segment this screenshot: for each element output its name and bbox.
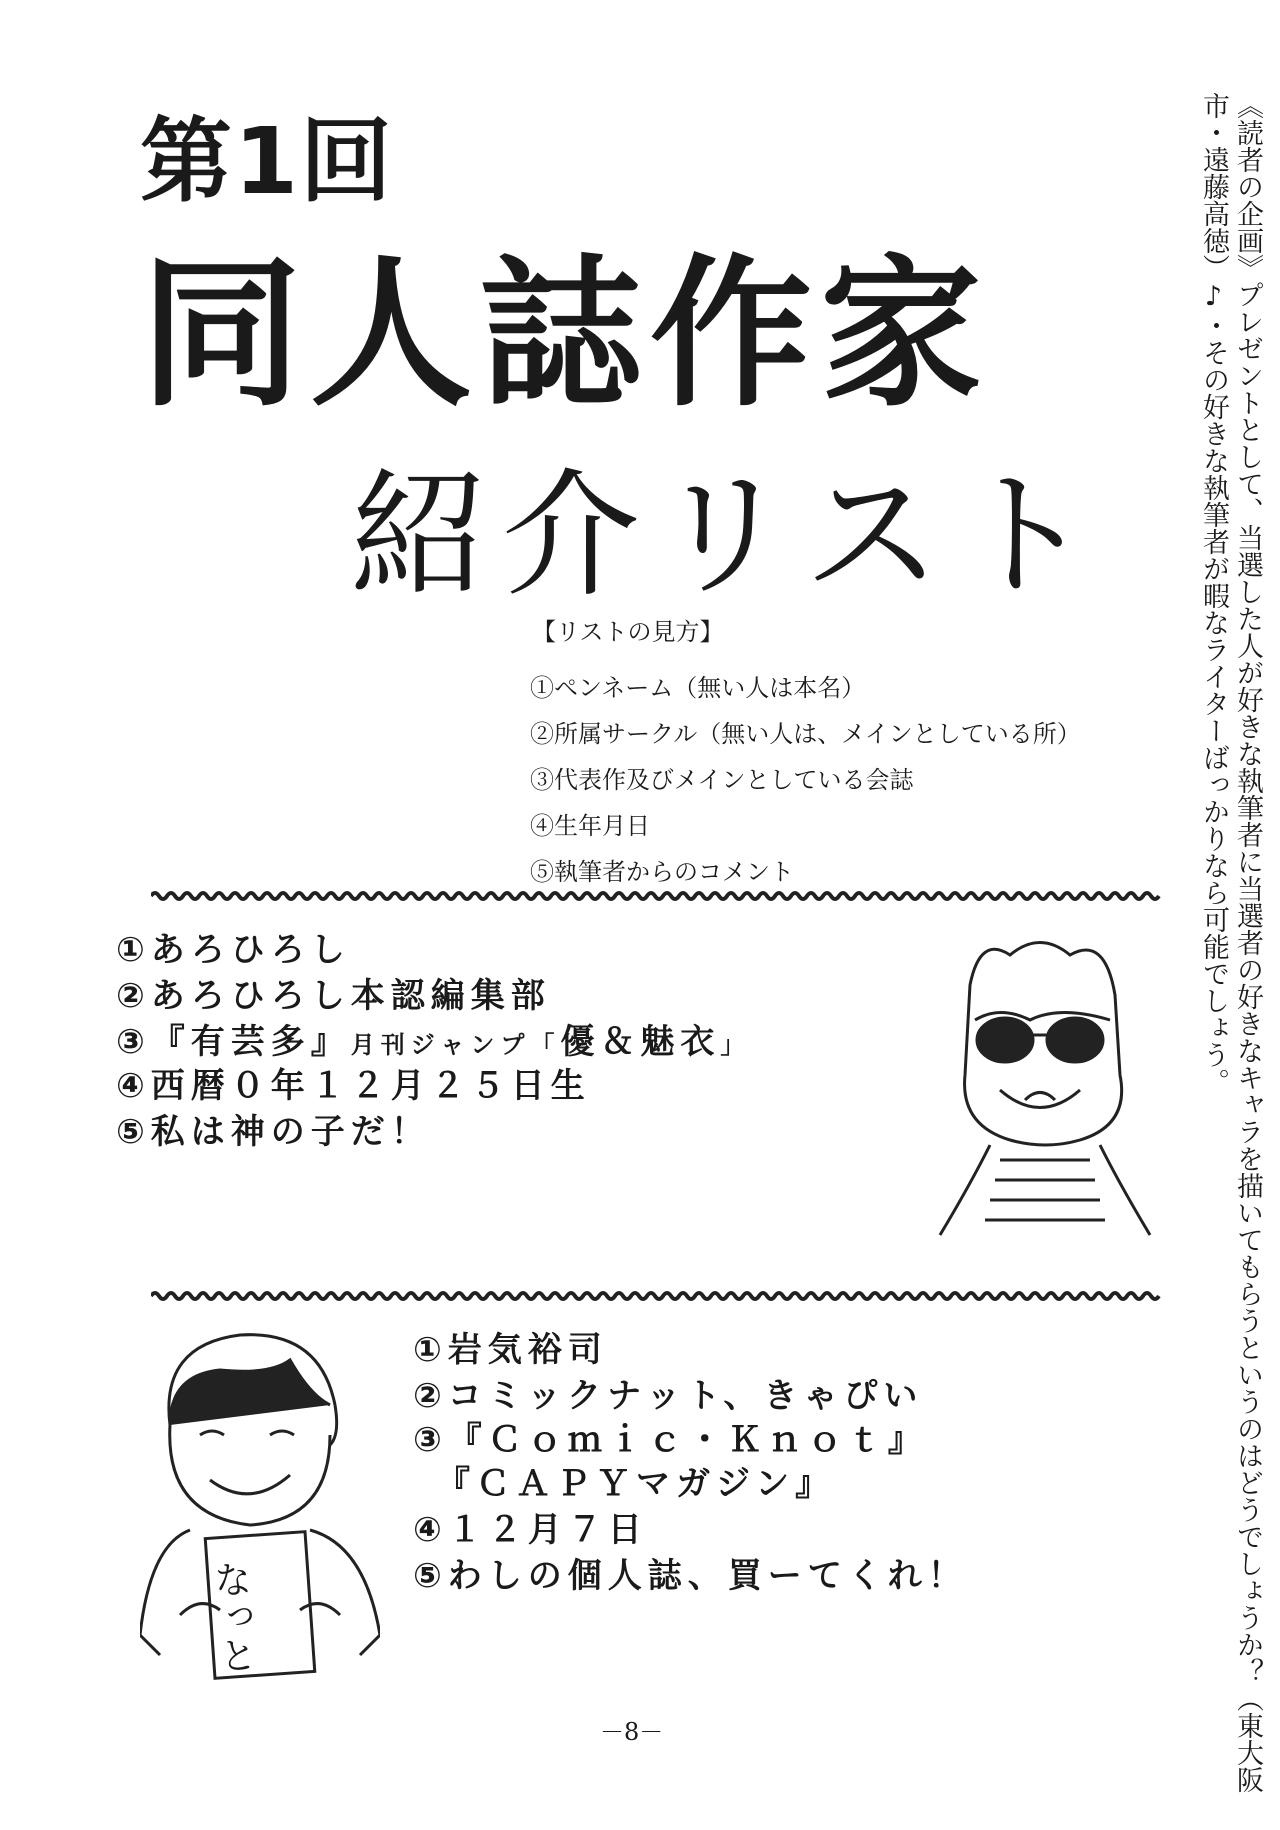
legend-heading: 【リストの見方】 bbox=[532, 618, 724, 646]
entry2-circle: ②コミックナット、きゃぴい bbox=[413, 1376, 924, 1416]
entry1-penname: ①あろひろし bbox=[116, 930, 351, 970]
title-main: 同人誌作家 bbox=[140, 241, 990, 429]
entry1-birthday: ④西暦０年１２月２５日生 bbox=[116, 1066, 591, 1106]
legend-item: ②所属サークル（無い人は、メインとしている所） bbox=[530, 720, 1081, 748]
entry2-comment: ⑤わしの個人誌、買ーてくれ！ bbox=[413, 1556, 968, 1596]
wavy-divider bbox=[151, 890, 1164, 902]
entry1-works-series: 優＆魅衣 bbox=[560, 1022, 721, 1062]
title-sub: 紹介リスト bbox=[350, 455, 1108, 616]
legend-item: ③代表作及びメインとしている会誌 bbox=[530, 766, 914, 794]
legend-item: ①ペンネーム（無い人は本名） bbox=[530, 674, 866, 702]
entry1-comment: ⑤私は神の子だ！ bbox=[116, 1112, 431, 1152]
entry2-birthday: ④１２月７日 bbox=[413, 1510, 648, 1550]
entry1-works-close: 」 bbox=[720, 1031, 751, 1059]
entry1-works bbox=[116, 1014, 750, 1063]
reader-note-vertical: 《読者の企画》プレゼントとして、当選した人が好きな執筆者に当選者の好きなキャラを描いてもらうというのはどうでしょうか？（東大阪市・遠藤高徳）♪・その好きな執筆者が暇なライターばっかりなら可能でしょう。 bbox=[1198, 92, 1263, 1793]
title-issue: 第1回 bbox=[140, 108, 395, 215]
entry1-works-title: ③『有芸多』 bbox=[116, 1022, 351, 1062]
author1-illustration bbox=[930, 925, 1160, 1245]
page-number: －8－ bbox=[600, 1718, 664, 1746]
entry2-penname: ①岩気裕司 bbox=[413, 1330, 608, 1370]
entry1-circle: ②あろひろし本認編集部 bbox=[116, 976, 551, 1016]
wavy-divider bbox=[151, 1290, 1164, 1302]
entry2-works: ③『Ｃｏｍｉｃ・Ｋｎｏｔ』 bbox=[413, 1420, 928, 1460]
sign-text: なっと bbox=[206, 1558, 258, 1676]
legend-item: ⑤執筆者からのコメント bbox=[530, 858, 794, 886]
legend-item: ④生年月日 bbox=[530, 812, 650, 840]
entry2-works-2: 『ＣＡＰＹマガジン』 bbox=[413, 1464, 836, 1504]
entry1-works-magazine: 月刊ジャンプ「 bbox=[350, 1031, 561, 1059]
